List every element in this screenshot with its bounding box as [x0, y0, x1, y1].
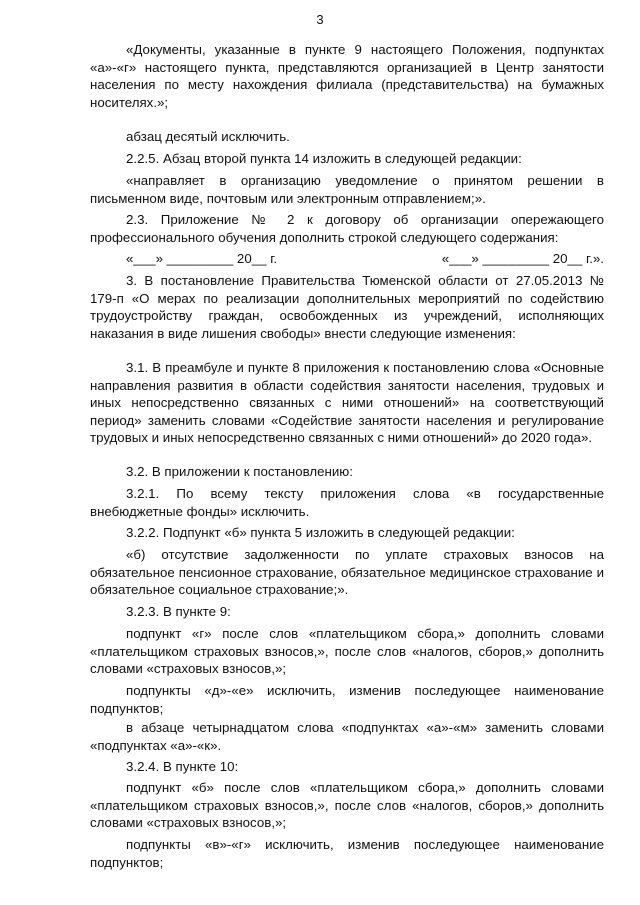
paragraph-17: подпункт «б» после слов «плательщиком сбора,» дополнить словами «плательщиком страховых взносов,», после слов «налогов, сборов,» дополнить словами «страховых взносов,»;: [90, 780, 604, 830]
paragraph-14: подпункты «д»-«е» исключить, изменив последующее наименование подпунктов;: [90, 683, 604, 716]
paragraph-12: 3.2.3. В пункте 9:: [126, 604, 231, 619]
paragraph-7: 3.1. В преамбуле и пункте 8 приложения к постановлению слова «Основные направления развития в области содействия занятости населения, трудовых и иных непосредственно связанных с ними отношений» на соответствующий период» заменить словами «Содействие занятости населения и регулирование трудовых и иных непосредственно связанных с ними отношений» до 2020 года».: [90, 360, 604, 445]
paragraph-9: 3.2.1. По всему тексту приложения слова «в государственные внебюджетные фонды» исключить.: [90, 486, 604, 519]
date-left: «___» _________ 20__ г.: [126, 251, 278, 266]
paragraph-11: «б) отсутствие задолженности по уплате страховых взносов на обязательное пенсионное страхование, обязательное медицинское страхование и обязательное социальное страхование;».: [90, 547, 604, 597]
page-number: 3: [316, 12, 324, 27]
paragraph-15: в абзаце четырнадцатом слова «подпунктах «а»-«м» заменить словами «подпунктах «а»-«к».: [90, 720, 604, 753]
paragraph-1: «Документы, указанные в пункте 9 настоящего Положения, подпунктах «а»-«г» настоящего пункта, представляются организацией в Центр занятости населения по месту нахождения филиала (представительства) на бумажных носителях.»;: [90, 42, 604, 110]
paragraph-3: 2.2.5. Абзац второй пункта 14 изложить в следующей редакции:: [126, 151, 522, 166]
paragraph-5: 2.3. Приложение № 2 к договору об организации опережающего профессионального обучения дополнить строкой следующего содержания:: [90, 212, 604, 245]
paragraph-13: подпункт «г» после слов «плательщиком сбора,» дополнить словами «плательщиком страховых взносов,», после слов «налогов, сборов,» дополнить словами «страховых взносов,»;: [90, 626, 604, 676]
paragraph-16: 3.2.4. В пункте 10:: [126, 759, 239, 774]
paragraph-4: «направляет в организацию уведомление о принятом решении в письменном виде, почтовым или электронным отправлением;».: [90, 173, 604, 206]
paragraph-10: 3.2.2. Подпункт «б» пункта 5 изложить в следующей редакции:: [126, 525, 515, 540]
paragraph-2: абзац десятый исключить.: [126, 129, 290, 144]
paragraph-18: подпункты «в»-«г» исключить, изменив последующее наименование подпунктов;: [90, 837, 604, 870]
paragraph-6: 3. В постановление Правительства Тюменской области от 27.05.2013 № 179-п «О мерах по реализации дополнительных мероприятий по содействию трудоустройству граждан, освобожденных из учреждений, исполняющих наказания в виде лишения свободы» внести следующие изменения:: [90, 273, 604, 341]
date-right: «___» _________ 20__ г.».: [441, 251, 604, 266]
paragraph-8: 3.2. В приложении к постановлению:: [126, 464, 353, 479]
